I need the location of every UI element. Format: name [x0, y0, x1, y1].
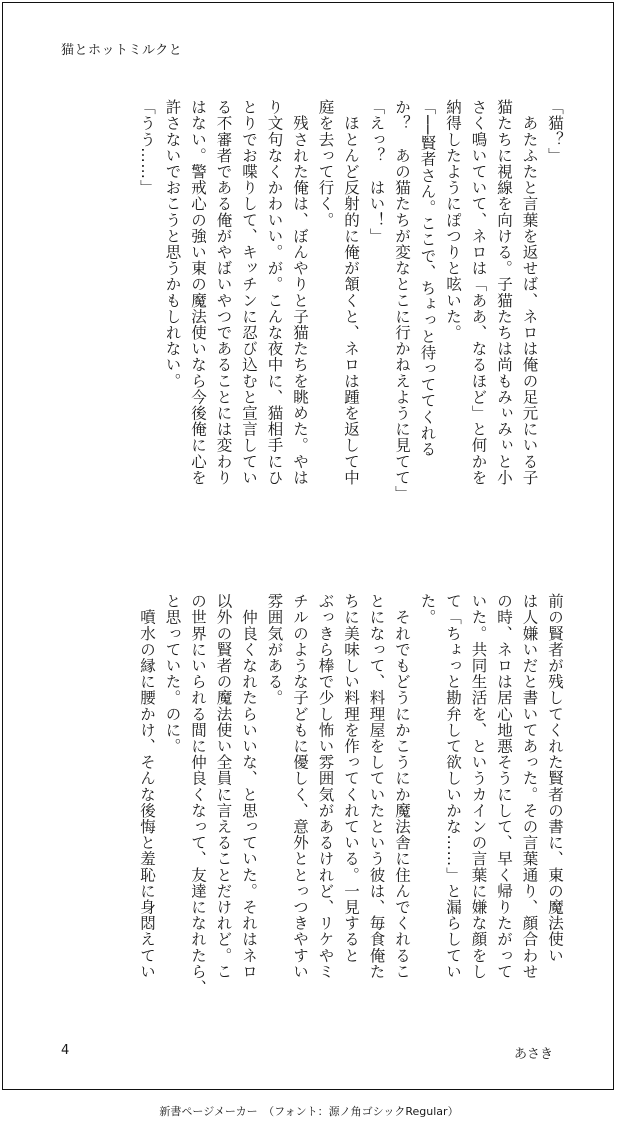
page-title: 猫とホットミルクと — [61, 43, 183, 58]
generator-caption: 新書ページメーカー （フォント：源ノ角ゴシックRegular） — [159, 1105, 459, 1118]
body-text-lower: 前の賢者が残してくれた賢者の書に、東の魔法使い は人嫌いだと書いてあった。その言葉通り、顔合わせ の時、ネロは居心地悪そうにして、早く帰りたがって いた。共同生活を、というカインの言葉に嫌な顔をし て「ちょっと勘弁して欲しいかな……」と漏らしてい た。 それでもどうにかこうにか魔法舎に住んでくれるこ とになって、料理屋をしていたという彼は、毎食俺た ちに美味しい料理を作ってくれている。一見すると ぶっきら棒で少し怖い雰囲気があるけれど、リケやミ チルのような子どもに優しく、意外ととっつきやすい 雰囲気がある。 仲良くなれたらいいな、と思っていた。それはネロ 以外の賢者の魔法使い全員に言えることだけれど。こ の世界にいられる間に仲良くなって、友達になれたら、 と思っていた。のに。 噴水の縁に腰かけ、そんな後悔と羞恥に身悶えてい — [138, 593, 564, 996]
page-frame — [2, 2, 614, 1090]
author-name: あさき — [513, 1047, 553, 1062]
body-text-upper: 「猫？」 あたふたと言葉を返せば、ネロは俺の足元にいる子 猫たちに視線を向ける。子猫たちは尚もみぃみぃと小 さく鳴いていて、ネロは「ああ、なるほど」と何かを 納得したようにぽつりと呟いた。 「──賢者さん。ここで、ちょっと待っててくれる か？ あの猫たちが変なとこに行かねえように見てて」 「えっ？ はい！」 ほとんど反射的に俺が頷くと、ネロは踵を返して中 庭を去って行く。 残された俺は、ぼんやりと子猫たちを眺めた。やは り文句なくかわいい。が。こんな夜中に、猫相手にひ とりでお喋りして、キッチンに忍び込むと宣言してい る不審者である俺がやばいやつであることには変わり はない。警戒心の強い東の魔法使いなら今後俺に心を 許さないでおこうと思うかもしれない。 「うう……」 — [138, 99, 564, 502]
page-number: 4 — [61, 1043, 70, 1058]
